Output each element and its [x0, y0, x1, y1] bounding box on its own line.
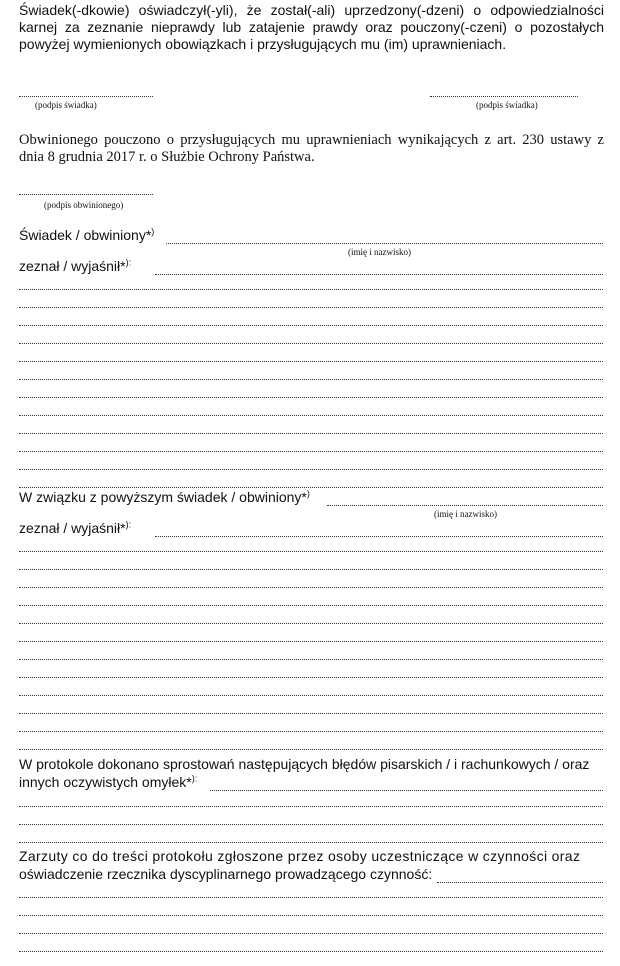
witness-signature-line-right[interactable]: [430, 84, 578, 97]
witness-declaration-text: Świadek(-dkowie) oświadczył(-yli), że został(-ali) uprzedzony(-dzeni) o odpowiedzialności karnej za zeznanie nieprawdy lub zatajenie prawdy oraz pouczony(-czeni) o pozostałych powyżej wymienionych obowiązkach i przysługujących mu (im) uprawnieniach.: [19, 2, 604, 52]
testimony-line[interactable]: [19, 545, 603, 552]
testimony-line[interactable]: [19, 337, 603, 344]
testified-label-1-text: zeznał / wyjaśnił*: [19, 258, 126, 274]
testimony-line[interactable]: [19, 617, 603, 624]
testimony-line[interactable]: [19, 319, 603, 326]
witness-signature-label-left: (podpis świadka): [35, 100, 97, 110]
testimony-line[interactable]: [19, 599, 603, 606]
witness-accused-label-text: Świadek / obwiniony*: [19, 227, 152, 243]
testimony-line[interactable]: [19, 445, 603, 452]
footnote-marker: ): [306, 488, 310, 499]
footnote-marker: ):: [125, 257, 132, 268]
testified-label-1: [19, 258, 131, 274]
name-hint-1: (imię i nazwisko): [348, 247, 411, 257]
testimony-line[interactable]: [19, 301, 603, 308]
testimony-line-first-2[interactable]: [155, 524, 603, 537]
objections-line[interactable]: [19, 945, 603, 952]
objections-text-line2: oświadczenie rzecznika dyscyplinarnego prowadzącego czynność:: [19, 866, 433, 882]
objections-line[interactable]: [19, 891, 603, 898]
accused-signature-label: (podpis obwinionego): [44, 200, 124, 210]
objections-line[interactable]: [19, 909, 603, 916]
testimony-line-first-1[interactable]: [155, 262, 603, 275]
witness-name-field-2[interactable]: [327, 493, 603, 506]
name-hint-2: (imię i nazwisko): [434, 509, 497, 519]
testified-label-2: [19, 520, 131, 536]
testimony-line[interactable]: [19, 707, 603, 714]
witness-signature-line-left[interactable]: [19, 84, 153, 97]
objections-line-first[interactable]: [437, 870, 603, 883]
testimony-line[interactable]: [19, 725, 603, 732]
footnote-marker: ): [151, 226, 155, 237]
in-connection-label: [19, 489, 310, 505]
corrections-text-line2-text: innych oczywistych omyłek*: [19, 774, 192, 790]
in-connection-label-text: W związku z powyższym świadek / obwiniony*: [19, 489, 307, 505]
corrections-text-line1: W protokole dokonano sprostowań następujących błędów pisarskich / i rachunkowych / oraz: [19, 756, 590, 772]
testimony-line[interactable]: [19, 743, 603, 750]
corrections-text-line2: [19, 774, 197, 790]
testimony-line[interactable]: [19, 283, 603, 290]
witness-signature-label-right: (podpis świadka): [476, 100, 538, 110]
testimony-line[interactable]: [19, 689, 603, 696]
objections-text-line1: Zarzuty co do treści protokołu zgłoszone przez osoby uczestniczące w czynności oraz: [19, 848, 581, 864]
testimony-line[interactable]: [19, 391, 603, 398]
corrections-line[interactable]: [19, 800, 603, 807]
corrections-line[interactable]: [19, 836, 603, 843]
testimony-line[interactable]: [19, 355, 603, 362]
accused-signature-line[interactable]: [19, 182, 153, 195]
testimony-line[interactable]: [19, 481, 603, 488]
testimony-line[interactable]: [19, 581, 603, 588]
testimony-line[interactable]: [19, 671, 603, 678]
witness-name-field[interactable]: [166, 231, 603, 244]
testimony-line[interactable]: [19, 563, 603, 570]
testimony-line[interactable]: [19, 373, 603, 380]
footnote-marker: ):: [125, 519, 132, 530]
corrections-line[interactable]: [19, 818, 603, 825]
corrections-line-first[interactable]: [210, 778, 603, 791]
witness-accused-label: [19, 227, 154, 243]
testimony-line[interactable]: [19, 409, 603, 416]
testimony-line[interactable]: [19, 463, 603, 470]
objections-line[interactable]: [19, 927, 603, 934]
accused-instruction-text: Obwinionego pouczono o przysługujących mu uprawnieniach wynikających z art. 230 ustawy z dnia 8 grudnia 2017 r. o Służbie Ochrony Państwa.: [19, 132, 604, 165]
testimony-line[interactable]: [19, 653, 603, 660]
testified-label-2-text: zeznał / wyjaśnił*: [19, 520, 126, 536]
testimony-line[interactable]: [19, 427, 603, 434]
footnote-marker: ):: [191, 773, 198, 784]
testimony-line[interactable]: [19, 635, 603, 642]
